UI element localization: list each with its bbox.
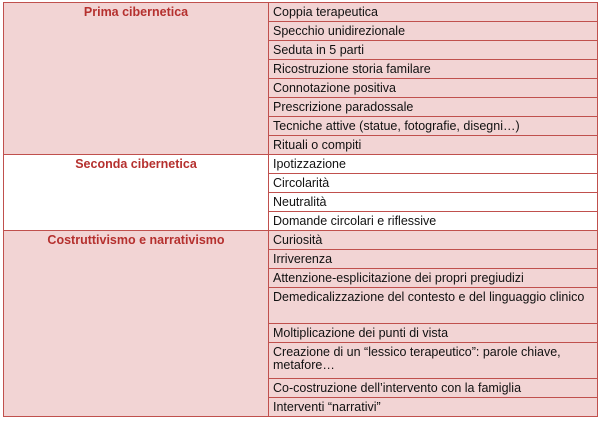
category-costruttivismo-narrativismo: Costruttivismo e narrativismo bbox=[4, 231, 269, 417]
table-cell: Circolarità bbox=[269, 174, 598, 193]
category-prima-cibernetica: Prima cibernetica bbox=[4, 3, 269, 155]
table-cell: Ipotizzazione bbox=[269, 155, 598, 174]
table-cell: Co-costruzione dell’intervento con la famiglia bbox=[269, 379, 598, 398]
table-cell: Seduta in 5 parti bbox=[269, 41, 598, 60]
table-cell: Rituali o compiti bbox=[269, 136, 598, 155]
table-row bbox=[4, 3, 598, 22]
table-row bbox=[4, 231, 598, 250]
table-cell: Coppia terapeutica bbox=[269, 3, 598, 22]
table-cell: Specchio unidirezionale bbox=[269, 22, 598, 41]
table-cell: Moltiplicazione dei punti di vista bbox=[269, 324, 598, 343]
table-cell: Tecniche attive (statue, fotografie, disegni…) bbox=[269, 117, 598, 136]
table-cell: Irriverenza bbox=[269, 250, 598, 269]
table-cell: Curiosità bbox=[269, 231, 598, 250]
table-cell: Prescrizione paradossale bbox=[269, 98, 598, 117]
table-cell: Ricostruzione storia familare bbox=[269, 60, 598, 79]
table-cell: Connotazione positiva bbox=[269, 79, 598, 98]
table-cell: Creazione di un “lessico terapeutico”: parole chiave, metafore… bbox=[269, 343, 598, 379]
category-seconda-cibernetica: Seconda cibernetica bbox=[4, 155, 269, 231]
table-row bbox=[4, 155, 598, 174]
table-cell: Domande circolari e riflessive bbox=[269, 212, 598, 231]
table-cell: Neutralità bbox=[269, 193, 598, 212]
table-cell: Demedicalizzazione del contesto e del linguaggio clinico bbox=[269, 288, 598, 324]
table-cell: Attenzione-esplicitazione dei propri pregiudizi bbox=[269, 269, 598, 288]
table-cell: Interventi “narrativi” bbox=[269, 398, 598, 417]
techniques-table bbox=[3, 2, 598, 417]
